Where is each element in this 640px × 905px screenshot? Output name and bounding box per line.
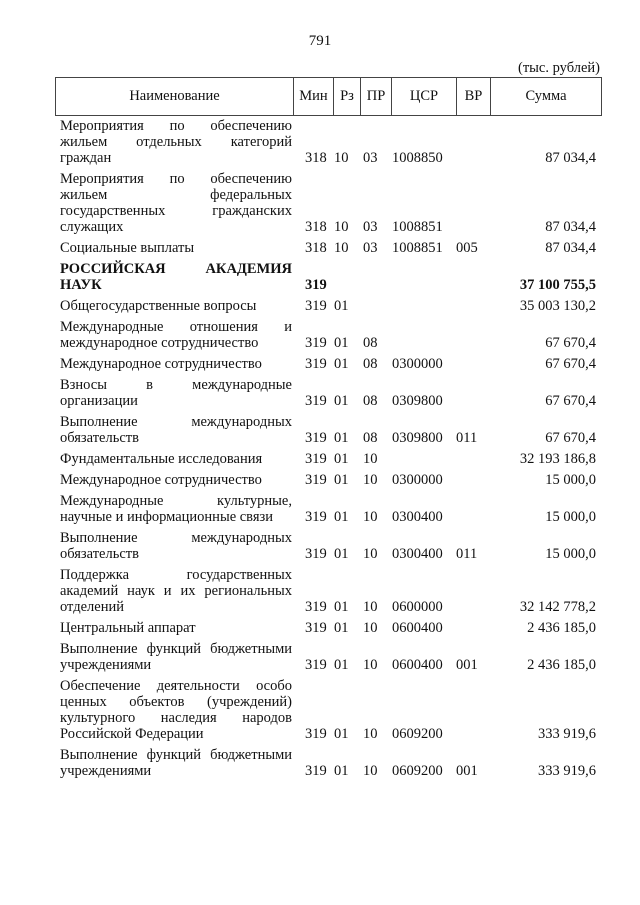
row-name: Общегосударственные вопросы	[60, 298, 257, 314]
row-min: 319	[305, 472, 327, 488]
row-name: Социальные выплаты	[60, 240, 195, 256]
table-row	[55, 747, 602, 779]
table-row	[55, 240, 602, 256]
row-rz: 01	[334, 393, 349, 409]
row-min: 319	[305, 393, 327, 409]
table-row	[55, 171, 602, 235]
header-csr: ЦСР	[392, 78, 457, 116]
row-sum: 67 670,4	[545, 356, 596, 372]
row-sum: 2 436 185,0	[527, 620, 596, 636]
row-vr: 011	[456, 430, 478, 446]
row-csr: 0300400	[392, 546, 443, 562]
table-row	[55, 493, 602, 525]
table-row	[55, 414, 602, 446]
row-name: Выполнение международных обязательств	[60, 414, 292, 446]
row-min: 318	[305, 240, 327, 256]
row-pr: 10	[363, 620, 378, 636]
row-sum: 15 000,0	[545, 546, 596, 562]
row-name: РОССИЙСКАЯ АКАДЕМИЯ НАУК	[60, 261, 292, 293]
row-pr: 03	[363, 219, 378, 235]
row-min: 319	[305, 599, 327, 615]
header-pr: ПР	[361, 78, 392, 116]
row-pr: 03	[363, 150, 378, 166]
row-csr: 0600400	[392, 620, 443, 636]
table-row	[55, 319, 602, 351]
row-name: Центральный аппарат	[60, 620, 196, 636]
row-pr: 10	[363, 726, 378, 742]
row-rz: 01	[334, 599, 349, 615]
row-pr: 10	[363, 657, 378, 673]
row-pr: 08	[363, 335, 378, 351]
row-rz: 10	[334, 150, 349, 166]
table-row	[55, 356, 602, 372]
row-rz: 10	[334, 240, 349, 256]
row-sum: 37 100 755,5	[519, 277, 596, 293]
row-rz: 01	[334, 657, 349, 673]
row-pr: 10	[363, 599, 378, 615]
row-pr: 10	[363, 451, 378, 467]
row-csr: 0609200	[392, 726, 443, 742]
row-rz: 01	[334, 356, 349, 372]
row-csr: 0600000	[392, 599, 443, 615]
row-min: 319	[305, 451, 327, 467]
table-row	[55, 530, 602, 562]
row-pr: 08	[363, 430, 378, 446]
row-name: Выполнение международных обязательств	[60, 530, 292, 562]
row-pr: 10	[363, 509, 378, 525]
row-sum: 87 034,4	[545, 150, 596, 166]
row-rz: 01	[334, 430, 349, 446]
table-row	[55, 377, 602, 409]
row-min: 318	[305, 219, 327, 235]
row-sum: 32 193 186,8	[519, 451, 596, 467]
row-rz: 01	[334, 763, 349, 779]
row-pr: 08	[363, 356, 378, 372]
row-sum: 35 003 130,2	[519, 298, 596, 314]
row-min: 319	[305, 356, 327, 372]
row-sum: 87 034,4	[545, 219, 596, 235]
row-vr: 001	[456, 763, 478, 779]
row-sum: 67 670,4	[545, 393, 596, 409]
header-rz: Рз	[334, 78, 361, 116]
table-header	[55, 77, 602, 116]
row-min: 319	[305, 430, 327, 446]
row-name: Международное сотрудничество	[60, 356, 262, 372]
row-pr: 03	[363, 240, 378, 256]
row-csr: 1008851	[392, 219, 443, 235]
units-label: (тыс. рублей)	[518, 60, 600, 76]
row-name: Мероприятия по обеспечению жильем отдельных категорий граждан	[60, 118, 292, 166]
table-row	[55, 298, 602, 314]
row-sum: 333 919,6	[538, 726, 596, 742]
header-vr: ВР	[457, 78, 491, 116]
row-rz: 10	[334, 219, 349, 235]
row-csr: 0309800	[392, 393, 443, 409]
row-sum: 67 670,4	[545, 335, 596, 351]
row-name: Мероприятия по обеспечению жильем федеральных государственных гражданских служащих	[60, 171, 292, 235]
table-row	[55, 641, 602, 673]
row-sum: 15 000,0	[545, 509, 596, 525]
row-min: 319	[305, 763, 327, 779]
row-csr: 0300000	[392, 356, 443, 372]
header-min: Мин	[294, 78, 334, 116]
row-rz: 01	[334, 726, 349, 742]
row-csr: 0600400	[392, 657, 443, 673]
row-pr: 10	[363, 472, 378, 488]
row-name: Поддержка государственных академий наук и их региональных отделений	[60, 567, 292, 615]
row-name: Международные культурные, научные и информационные связи	[60, 493, 292, 525]
row-min: 319	[305, 726, 327, 742]
row-csr: 0609200	[392, 763, 443, 779]
row-sum: 67 670,4	[545, 430, 596, 446]
row-csr: 1008851	[392, 240, 443, 256]
row-min: 319	[305, 335, 327, 351]
row-sum: 2 436 185,0	[527, 657, 596, 673]
table-row	[55, 678, 602, 742]
row-rz: 01	[334, 472, 349, 488]
row-vr: 011	[456, 546, 478, 562]
row-name: Фундаментальные исследования	[60, 451, 263, 467]
table-row	[55, 261, 602, 293]
header-name: Наименование	[56, 78, 294, 116]
table-row	[55, 118, 602, 166]
row-csr: 1008850	[392, 150, 443, 166]
row-min: 319	[305, 509, 327, 525]
row-sum: 333 919,6	[538, 763, 596, 779]
row-sum: 32 142 778,2	[519, 599, 596, 615]
row-rz: 01	[334, 509, 349, 525]
row-name: Международные отношения и международное сотрудничество	[60, 319, 292, 351]
row-vr: 001	[456, 657, 478, 673]
row-rz: 01	[334, 546, 349, 562]
row-pr: 08	[363, 393, 378, 409]
row-min: 319	[305, 620, 327, 636]
row-sum: 87 034,4	[545, 240, 596, 256]
table-row	[55, 567, 602, 615]
row-min: 319	[305, 277, 327, 293]
row-rz: 01	[334, 451, 349, 467]
row-rz: 01	[334, 335, 349, 351]
row-min: 319	[305, 546, 327, 562]
row-rz: 01	[334, 298, 349, 314]
header-sum: Сумма	[491, 78, 602, 116]
row-pr: 10	[363, 546, 378, 562]
table-row	[55, 472, 602, 488]
row-name: Обеспечение деятельности особо ценных объектов (учреждений) культурного наследия народов Российской Федерации	[60, 678, 292, 742]
row-name: Выполнение функций бюджетными учреждениями	[60, 747, 292, 779]
row-min: 319	[305, 298, 327, 314]
table-row	[55, 620, 602, 636]
row-name: Международное сотрудничество	[60, 472, 262, 488]
table-body	[55, 118, 602, 784]
row-name: Выполнение функций бюджетными учреждениями	[60, 641, 292, 673]
row-pr: 10	[363, 763, 378, 779]
row-min: 318	[305, 150, 327, 166]
table-row	[55, 451, 602, 467]
row-csr: 0300000	[392, 472, 443, 488]
row-rz: 01	[334, 620, 349, 636]
row-sum: 15 000,0	[545, 472, 596, 488]
row-csr: 0309800	[392, 430, 443, 446]
row-csr: 0300400	[392, 509, 443, 525]
row-name: Взносы в международные организации	[60, 377, 292, 409]
row-vr: 005	[456, 240, 478, 256]
row-min: 319	[305, 657, 327, 673]
page-number: 791	[308, 33, 332, 49]
